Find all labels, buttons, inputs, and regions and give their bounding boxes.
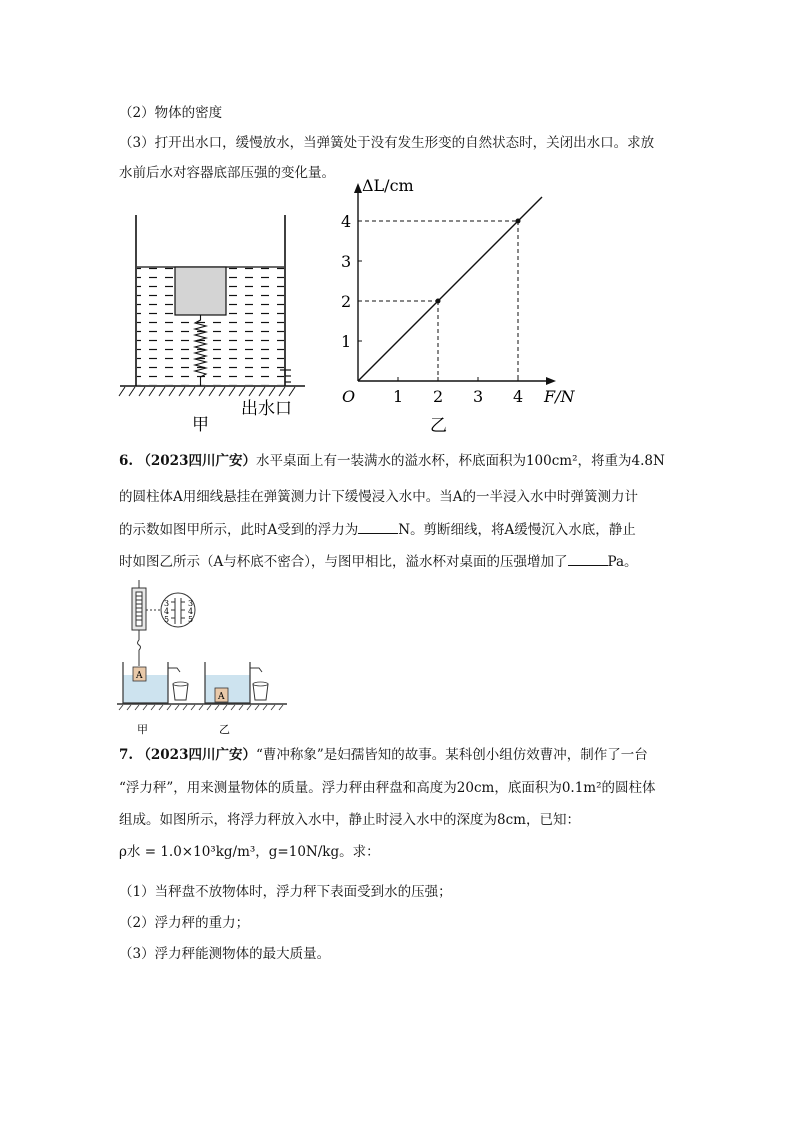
caption-yi: 乙 [219, 723, 230, 736]
delta-l-force-chart [330, 176, 575, 440]
q7-line4: ρ水 = 1.0×10³kg/m³，g=10N/kg。求： [119, 844, 380, 860]
scale-tick-4: 4 [164, 607, 170, 616]
y-tick-label-2: 2 [341, 292, 352, 311]
figure-jia-caption: 甲 [192, 415, 209, 435]
q7-part3: （3）浮力秤能测物体的最大质量。 [119, 946, 331, 962]
svg-text:A: A [218, 692, 225, 702]
data-line [358, 197, 542, 381]
q6-source: （2023四川广安） [137, 453, 256, 469]
x-tick-label-3: 3 [473, 387, 484, 406]
q6-line1 [119, 451, 665, 471]
y-axis-arrow [354, 183, 362, 193]
scale-tick-3-right: 3 [188, 599, 194, 608]
q6-line4 [119, 552, 638, 572]
q6-text1: 水平桌面上有一装满水的溢水杯，杯底面积为100cm²，将重为4.8N [255, 453, 665, 469]
x-tick-label-1: 1 [393, 387, 404, 406]
y-tick-label-1: 1 [341, 332, 352, 351]
figure-overflow-cup [115, 580, 295, 740]
x-tick-label-2: 2 [433, 387, 444, 406]
scale-tick-4-right: 4 [188, 607, 194, 616]
q6-text4a: 时如图乙所示（A与杯底不密合），与图甲相比，溢水杯对桌面的压强增加了 [119, 554, 568, 570]
q6-blank-pressure[interactable] [568, 552, 608, 566]
data-point-0 [436, 299, 441, 304]
q5-part3-line2: 水前后水对容器底部压强的变化量。 [119, 165, 335, 181]
q7-line2: “浮力秤”，用来测量物体的质量。浮力秤由秤盘和高度为20cm，底面积为0.1m²的圆柱体 [119, 780, 656, 796]
svg-text:A: A [136, 671, 143, 681]
chart-caption: 乙 [430, 416, 447, 436]
x-axis-arrow [546, 377, 556, 385]
y-tick-label-3: 3 [341, 252, 352, 271]
q6-line2: 的圆柱体A用细线悬挂在弹簧测力计下缓慢浸入水中。当A的一半浸入水中时弹簧测力计 [119, 489, 638, 505]
origin-label: O [342, 387, 356, 406]
data-point-1 [516, 219, 521, 224]
beaker-yi [253, 684, 268, 700]
q7-number: 7. [119, 747, 134, 763]
q6-text3b: N。剪断细线，将A缓慢沉入水底，静止 [398, 522, 636, 538]
scale-tick-5: 5 [164, 615, 170, 624]
x-tick-label-4: 4 [513, 387, 524, 406]
outlet-label: 出水口 [241, 399, 292, 419]
y-tick-label-4: 4 [341, 212, 352, 231]
q6-line3 [119, 520, 636, 540]
block [175, 267, 226, 315]
q7-source: （2023四川广安） [137, 747, 256, 763]
q6-blank-buoyancy[interactable] [358, 520, 398, 534]
q7-part2: （2）浮力秤的重力； [119, 915, 250, 931]
beaker-jia [173, 684, 188, 700]
overflow-cup-jia [123, 662, 188, 703]
q5-part3-line1: （3）打开出水口，缓慢放水，当弹簧处于没有发生形变的自然状态时，关闭出水口。求放 [119, 135, 655, 151]
overflow-cup-yi [205, 662, 268, 703]
spring-scale [132, 580, 146, 666]
q6-number: 6. [119, 453, 134, 469]
q7-part1: （1）当秤盘不放物体时，浮力秤下表面受到水的压强； [119, 884, 452, 900]
q5-part2: （2）物体的密度 [119, 105, 223, 121]
scale-tick-5-right: 5 [188, 615, 194, 624]
q7-text1: “曹冲称象”是妇孺皆知的故事。某科创小组仿效曹冲，制作了一台 [255, 747, 648, 763]
y-axis-label: ΔL/cm [362, 176, 414, 195]
q7-line1 [119, 745, 648, 765]
caption-jia: 甲 [137, 723, 148, 736]
q7-line3: 组成。如图所示，将浮力秤放入水中，静止时浸入水中的深度为8cm，已知： [119, 812, 580, 828]
scale-tick-3: 3 [164, 599, 170, 608]
q6-text3a: 的示数如图甲所示，此时A受到的浮力为 [119, 522, 359, 538]
q6-text4b: Pa。 [607, 554, 638, 570]
x-axis-label: F/N [544, 387, 575, 406]
figure-container-spring [115, 210, 315, 440]
